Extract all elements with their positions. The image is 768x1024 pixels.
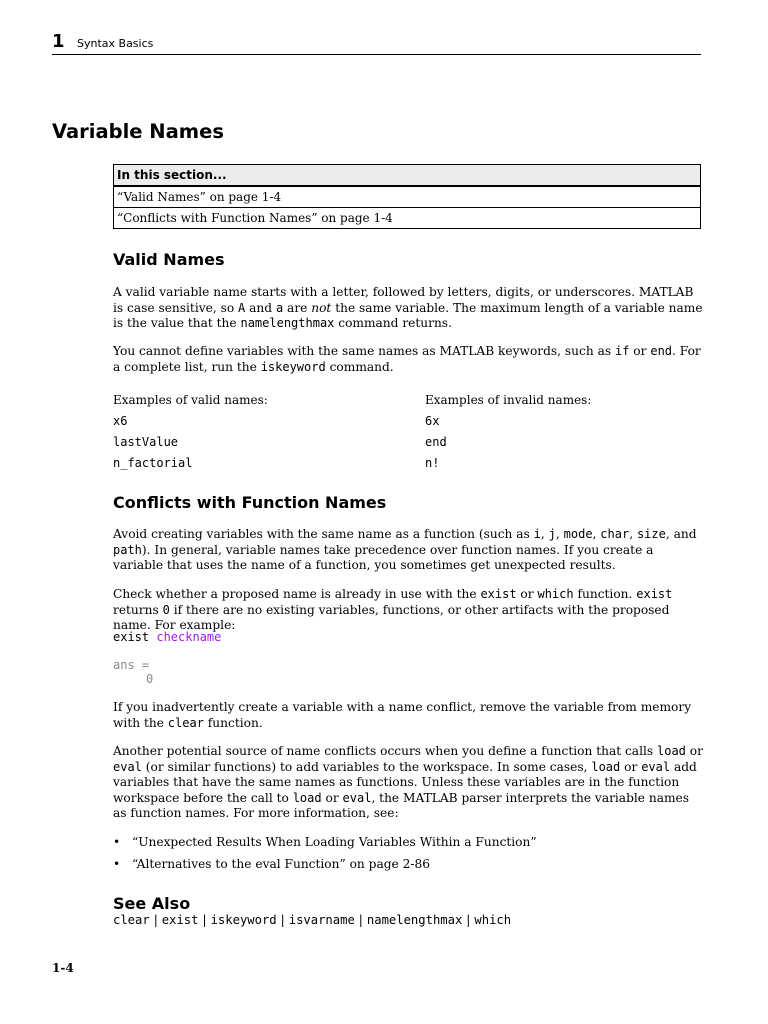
code-output-label: ans = <box>113 658 150 672</box>
link-separator: | <box>280 913 285 927</box>
see-also-link-isvarname[interactable]: isvarname <box>288 913 355 927</box>
toc-link-valid-names[interactable]: “Valid Names” on page 1-4 <box>114 186 700 207</box>
link-separator: | <box>153 913 158 927</box>
see-also-link-namelengthmax[interactable]: namelengthmax <box>366 913 463 927</box>
see-also-link-iskeyword[interactable]: iskeyword <box>210 913 277 927</box>
see-also-links <box>113 913 511 927</box>
in-this-section-box <box>113 164 701 229</box>
examples-table <box>113 389 703 473</box>
valid-example: x6 <box>113 413 128 428</box>
see-also-link-which[interactable]: which <box>474 913 512 927</box>
invalid-example: 6x <box>425 413 440 428</box>
code-example-command: exist checkname <box>113 630 222 644</box>
page-title: Variable Names <box>52 120 224 143</box>
invalid-example: n! <box>425 455 440 470</box>
invalid-examples-header: Examples of invalid names: <box>425 392 592 407</box>
chapter-number: 1 <box>52 31 65 52</box>
toc-heading: In this section... <box>114 165 700 186</box>
valid-examples-header: Examples of valid names: <box>113 392 268 407</box>
chapter-title: Syntax Basics <box>77 37 154 50</box>
section-heading-see-also: See Also <box>113 894 191 913</box>
see-also-bullet-list <box>113 835 703 879</box>
toc-link-conflicts[interactable]: “Conflicts with Function Names” on page 1-4 <box>114 207 700 228</box>
header-rule <box>52 54 701 55</box>
list-item[interactable]: • “Unexpected Results When Loading Variables Within a Function” <box>113 835 703 857</box>
link-separator: | <box>358 913 363 927</box>
valid-example: n_factorial <box>113 455 193 470</box>
link-separator: | <box>466 913 471 927</box>
conflicts-paragraph-4: Another potential source of name conflicts occurs when you define a function that calls load or eval (or similar functions) to add variables to the workspace. In some cases, load or eval add variables that have the same names as functions. Unless these variables are in the function workspace before the call to load or eval, the MATLAB parser interprets the variable names as function names. For more information, see: <box>113 744 703 821</box>
conflicts-paragraph-3: If you inadvertently create a variable with a name conflict, remove the variable from memory with the clear function. <box>113 700 692 730</box>
list-item[interactable]: • “Alternatives to the eval Function” on page 2-86 <box>113 857 703 879</box>
valid-names-paragraph-2: You cannot define variables with the same names as MATLAB keywords, such as if or end. For a complete list, run the iskeyword command. <box>113 344 701 374</box>
see-also-link-exist[interactable]: exist <box>161 913 199 927</box>
table-row <box>113 452 703 473</box>
section-heading-valid-names: Valid Names <box>113 250 225 269</box>
valid-example: lastValue <box>113 434 179 449</box>
invalid-example: end <box>425 434 447 449</box>
conflicts-paragraph-1: Avoid creating variables with the same name as a function (such as i, j, mode, char, size, and path). In general, variable names take precedence over function names. If you create a variable that uses the name of a function, you sometimes get unexpected results. <box>113 527 697 573</box>
table-row <box>113 431 703 452</box>
code-output-value: 0 <box>146 672 154 686</box>
table-row <box>113 410 703 431</box>
valid-names-paragraph-1: A valid variable name starts with a letter, followed by letters, digits, or underscores. MATLAB is case sensitive, so A and a are not the same variable. The maximum length of a variable name is the value that the namelengthmax command returns. <box>113 285 703 331</box>
section-heading-conflicts: Conflicts with Function Names <box>113 493 387 512</box>
page-number: 1-4 <box>52 961 74 975</box>
link-separator: | <box>202 913 207 927</box>
conflicts-paragraph-2: Check whether a proposed name is already in use with the exist or which function. exist returns 0 if there are no existing variables, functions, or other artifacts with the proposed name. For example: <box>113 587 673 633</box>
see-also-link-clear[interactable]: clear <box>113 913 150 927</box>
